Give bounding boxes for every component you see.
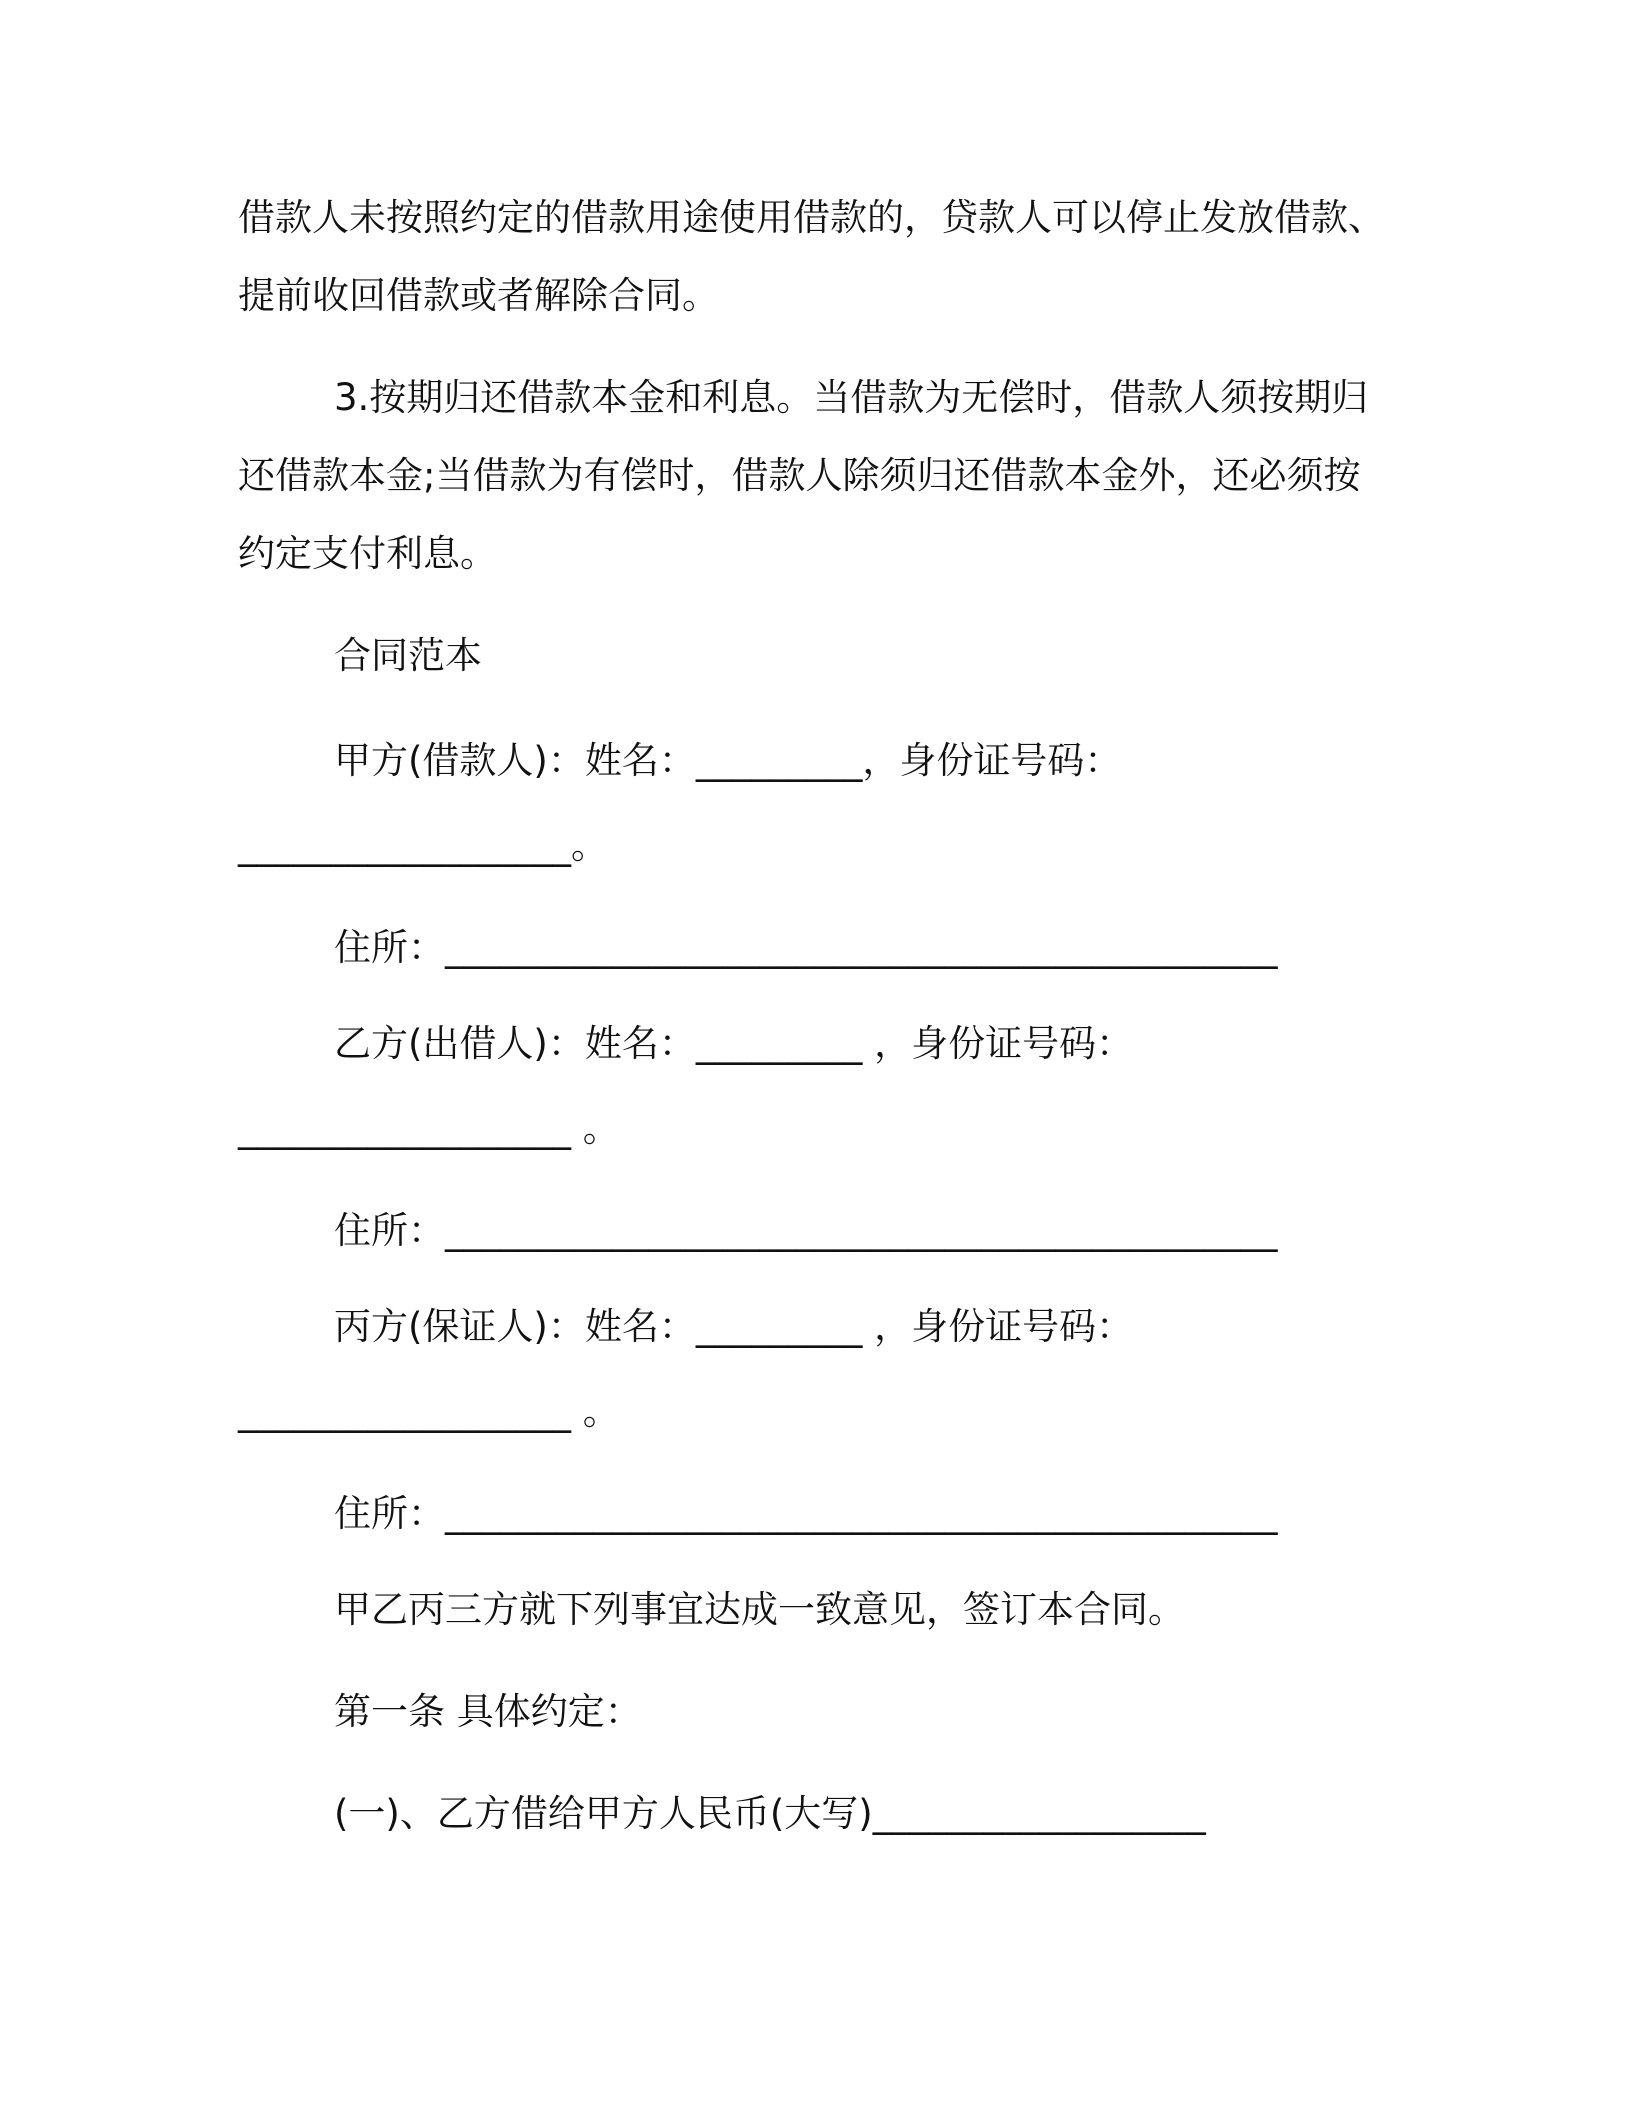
party-a-address-line: 住所：_____________________________________________	[334, 926, 1278, 969]
paragraph-line: 3.按期归还借款本金和利息。当借款为无偿时，借款人须按期归	[334, 376, 1369, 419]
article-heading: 第一条 具体约定：	[334, 1690, 642, 1733]
party-b-address-line: 住所：_____________________________________________	[334, 1209, 1278, 1252]
agreement-statement: 甲乙丙三方就下列事宜达成一致意见，签订本合同。	[334, 1588, 1185, 1631]
party-c-id-line: __________________ 。	[238, 1390, 620, 1433]
paragraph-line: 借款人未按照约定的借款用途使用借款的，贷款人可以停止发放借款、	[238, 196, 1385, 239]
party-c-address-line: 住所：_____________________________________________	[334, 1492, 1278, 1535]
loan-amount-line: (一)、乙方借给甲方人民币(大写)__________________	[334, 1792, 1206, 1835]
paragraph-line: 约定支付利息。	[238, 532, 497, 575]
party-b-id-line: __________________ 。	[238, 1107, 620, 1150]
party-c-name-line: 丙方(保证人)：姓名：_________ ，身份证号码：	[334, 1305, 1134, 1348]
party-a-name-line: 甲方(借款人)：姓名：_________，身份证号码：	[334, 739, 1122, 782]
paragraph-line: 还借款本金;当借款为有偿时，借款人除须归还借款本金外，还必须按	[238, 454, 1361, 497]
party-b-name-line: 乙方(出借人)：姓名：_________ ，身份证号码：	[334, 1022, 1134, 1065]
paragraph-line: 提前收回借款或者解除合同。	[238, 274, 719, 317]
section-heading: 合同范本	[334, 634, 482, 677]
party-a-id-line: __________________。	[238, 824, 608, 867]
